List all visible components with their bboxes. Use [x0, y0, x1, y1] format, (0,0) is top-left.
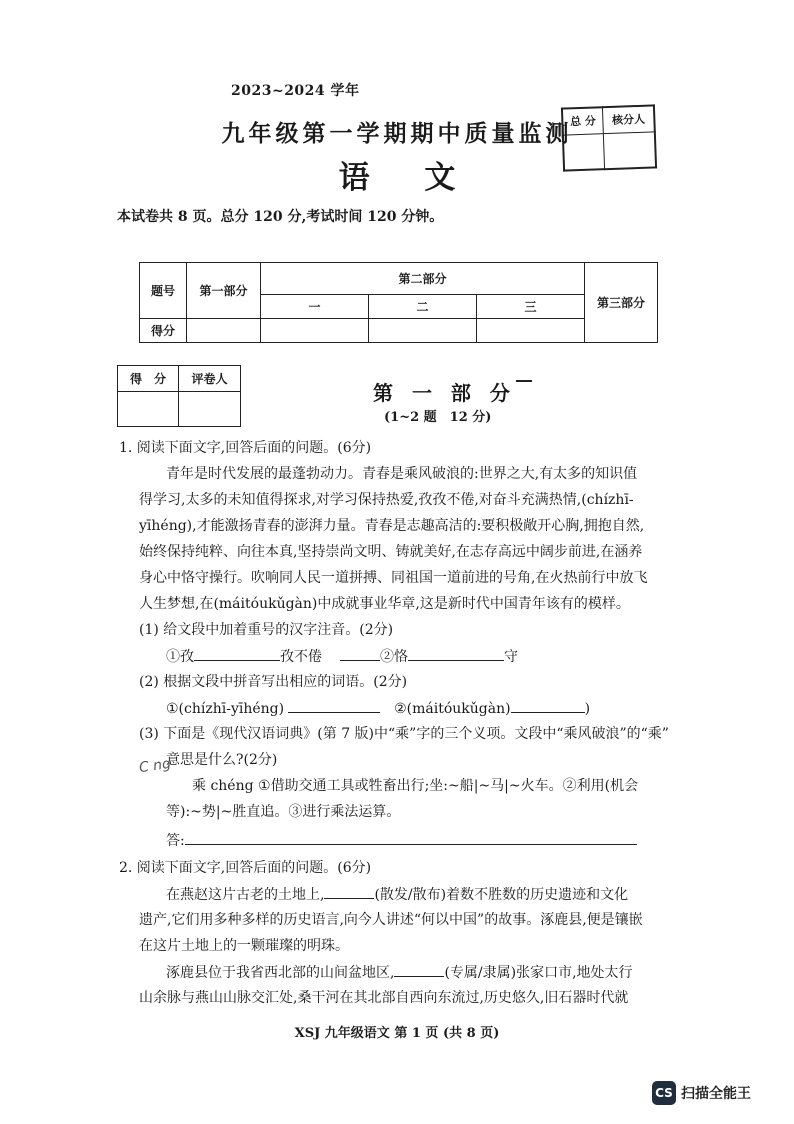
sub1-b-suffix: 守 [504, 649, 518, 665]
q2-p1-text-b: (散发/散布)着数不胜数的历史遗迹和文化 [374, 887, 629, 903]
q2-p2-text-a: 涿鹿县位于我省西北部的山间盆地区, [166, 965, 395, 981]
score-cell-part2-2[interactable] [369, 319, 477, 343]
answer-blank[interactable] [185, 830, 637, 845]
stray-mark [516, 380, 532, 382]
total-score-cell[interactable] [563, 133, 605, 170]
grader-name-label: 评卷人 [179, 366, 241, 392]
part2-sub-3: 三 [477, 295, 585, 319]
sub1-a-blank[interactable] [194, 646, 280, 661]
row-label-number: 题号 [140, 263, 187, 319]
reviewer-cell[interactable] [604, 131, 657, 169]
sub1-a-prefix: ①孜 [166, 649, 194, 665]
page-footer: XSJ 九年级语文 第 1 页 (共 8 页) [294, 1026, 500, 1041]
q1-sub3-line1: (3) 下面是《现代汉语词典》(第 7 版)中“乘”字的三个义项。文段中“乘风破浪”的“乘” [139, 726, 669, 742]
sub1-a-word: 孜不倦 [280, 649, 322, 665]
dict-entry-line1: 乘 chéng ①借助交通工具或牲畜出行;坐:~船|~马|~火车。②利用(机会 [192, 778, 639, 794]
part2-sub-1: 一 [261, 295, 369, 319]
handwritten-scribble: C ng [138, 755, 172, 777]
sub2-a-label: ①(chízhī-yīhéng) [166, 701, 285, 717]
q1-sub2-answers: ①(chízhī-yīhéng) ②(máitóukǔgàn) ) [166, 698, 590, 719]
q1-sub2: (2) 根据文段中拼音写出相应的词语。(2分) [139, 674, 408, 690]
total-score-box [561, 104, 657, 171]
q1-passage-line: 身心中恪守操行。吹响同人民一道拼搏、同祖国一道前进的号角,在火热前行中放飞 [139, 570, 648, 586]
part3-header: 第三部分 [585, 263, 658, 343]
q1-passage-line: 人生梦想,在(máitóukǔgàn)中成就事业华章,这是新时代中国青年该有的模样。 [139, 596, 630, 612]
q1-passage-line: yīhéng),才能激扬青春的澎湃力量。青春是志趣高洁的:要积极敞开心胸,拥抱自然, [139, 518, 645, 534]
q2-p1-line3: 在这片土地上的一颗璀璨的明珠。 [139, 938, 349, 954]
q2-stem: 2. 阅读下面文字,回答后面的问题。(6分) [119, 860, 372, 876]
q1-sub3-line2: 意思是什么?(2分) [166, 752, 278, 768]
q2-p2-line1 [166, 962, 633, 983]
grader-table [117, 365, 241, 427]
sub2-a-blank[interactable] [288, 698, 380, 713]
total-score-label: 总 分 [562, 107, 604, 134]
subject-title: 语 文 [338, 160, 478, 196]
scanner-watermark [652, 1081, 751, 1105]
q1-sub1: (1) 给文段中加着重号的汉字注音。(2分) [139, 622, 394, 638]
q1-answer-row [166, 830, 637, 851]
q1-passage-line: 始终保持纯粹、向往本真,坚持崇尚文明、铸就美好,在志存高远中阔步前进,在涵养 [139, 544, 643, 560]
section-subtitle: (1~2 题 12 分) [384, 410, 492, 425]
grader-score-cell[interactable] [118, 392, 179, 427]
q2-p2-text-b: (专属/隶属)张家口市,地处太行 [444, 965, 633, 981]
part1-header: 第一部分 [187, 263, 261, 319]
sub1-b-blank[interactable] [408, 646, 504, 661]
exam-intro: 本试卷共 8 页。总分 120 分,考试时间 120 分钟。 [117, 209, 444, 225]
exam-title: 九年级第一学期期中质量监测 [221, 120, 573, 147]
q2-blank-1[interactable] [324, 884, 374, 899]
score-table [139, 262, 658, 343]
answer-label: 答: [166, 833, 185, 849]
part2-sub-2: 二 [369, 295, 477, 319]
sub2-b-blank[interactable] [511, 698, 585, 713]
part2-header: 第二部分 [261, 263, 585, 295]
q2-p1-line2: 遗产,它们用多种多样的历史语言,向今人讲述“何以中国”的故事。涿鹿县,便是镶嵌 [139, 912, 643, 928]
q2-p1-line1 [166, 884, 628, 905]
score-cell-part2-1[interactable] [261, 319, 369, 343]
grader-score-label: 得 分 [118, 366, 179, 392]
q2-blank-2[interactable] [394, 962, 444, 977]
watermark-text: 扫描全能王 [681, 1086, 751, 1102]
sub2-b-label: ②(máitóukǔgàn) [394, 701, 511, 717]
q2-p2-line2: 山余脉与燕山山脉交汇处,桑干河在其北部自西向东流过,历史悠久,旧石器时代就 [139, 990, 629, 1006]
score-cell-part1[interactable] [187, 319, 261, 343]
score-cell-part2-3[interactable] [477, 319, 585, 343]
grader-name-cell[interactable] [179, 392, 241, 427]
camscanner-icon: CS [652, 1081, 676, 1105]
q1-passage-line: 青年是时代发展的最蓬勃动力。青春是乘风破浪的:世界之大,有太多的知识值 [166, 466, 638, 482]
q1-stem: 1. 阅读下面文字,回答后面的问题。(6分) [119, 440, 372, 456]
q1-sub1-answers [166, 646, 518, 667]
sub1-b-prefix: ②恪 [380, 649, 408, 665]
row-label-score: 得分 [140, 319, 187, 343]
q2-p1-text-a: 在燕赵这片古老的土地上, [166, 887, 325, 903]
reviewer-label: 核分人 [603, 105, 655, 133]
q1-passage-line: 得学习,太多的未知值得探求,对学习保持热爱,孜孜不倦,对奋斗充满热情,(chízhī- [139, 492, 634, 508]
dict-entry-line2: 等):~势|~胜直追。③进行乘法运算。 [166, 804, 401, 820]
school-year: 2023~2024 学年 [231, 83, 360, 99]
sub1-a-blank-2[interactable] [340, 646, 380, 661]
section-title: 第 一 部 分 [373, 381, 516, 405]
